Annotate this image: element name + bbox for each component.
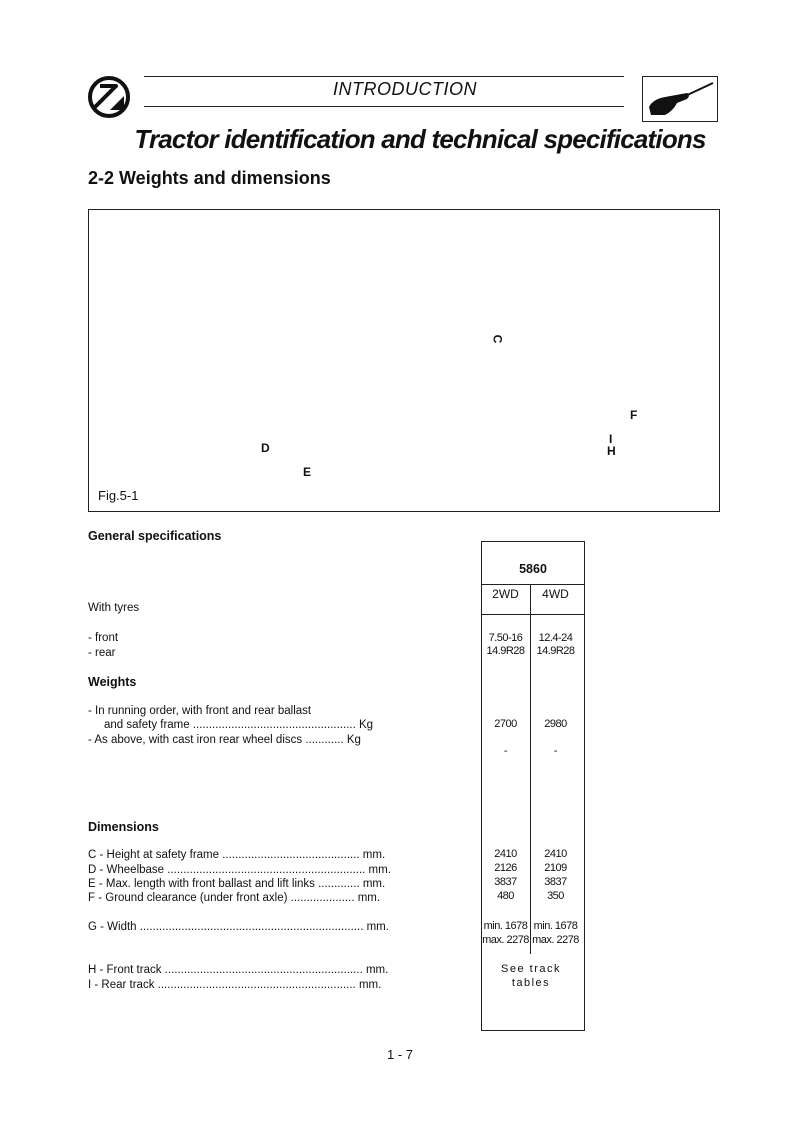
cell-weight-cast-2wd: -: [503, 745, 508, 757]
spec-table-rule-2: [481, 614, 584, 615]
weight-running-label-line2: and safety frame ................................................... Kg: [104, 719, 374, 731]
cell-tyres-rear-2wd: 14.9R28: [486, 645, 525, 657]
cell-weight-running-4wd: 2980: [544, 718, 567, 730]
tyres-rear-label: - rear: [88, 647, 116, 659]
cell-dim-f-2wd: 480: [497, 890, 514, 902]
dim-h-label: H - Front track .............................................................. mm.: [88, 964, 389, 976]
cell-dim-c-4wd: 2410: [544, 848, 567, 860]
figure-label-c: C: [490, 334, 505, 344]
cell-dim-g-min-2wd: min. 1678: [483, 920, 528, 932]
cell-dim-d-2wd: 2126: [494, 862, 517, 874]
hand-holding-pen-icon: [642, 76, 718, 122]
figure-caption: Fig.5-1: [98, 488, 139, 503]
cell-tyres-front-4wd: 12.4-24: [538, 632, 573, 644]
cell-dim-c-2wd: 2410: [494, 848, 517, 860]
cell-dim-e-2wd: 3837: [494, 876, 517, 888]
brand-logo-icon: [86, 74, 132, 120]
figure-label-f: F: [630, 408, 638, 422]
section-heading: 2-2 Weights and dimensions: [88, 168, 331, 188]
with-tyres-label: With tyres: [88, 602, 140, 614]
dim-i-label: I - Rear track .............................................................. mm.: [88, 979, 382, 991]
figure-frame: [88, 209, 720, 512]
figure-label-e: E: [303, 465, 312, 479]
weight-running-label-line1: - In running order, with front and rear ballast: [88, 705, 312, 717]
cell-dim-g-max-2wd: max. 2278: [482, 934, 529, 946]
dim-c-label: C - Height at safety frame ........................................... mm.: [88, 849, 386, 861]
page-title: Tractor identification and technical specifications: [134, 124, 706, 154]
dimensions-heading: Dimensions: [88, 820, 159, 834]
track-note-line1: See track: [501, 963, 561, 975]
figure-label-d: D: [261, 441, 270, 455]
dim-g-label: G - Width ...................................................................... mm.: [88, 921, 389, 933]
weights-heading: Weights: [88, 675, 137, 689]
model-name: 5860: [519, 562, 547, 576]
header-rule-bottom: [144, 106, 624, 107]
dim-d-label: D - Wheelbase .............................................................. mm.: [88, 864, 391, 876]
header-rule-top: [144, 76, 624, 77]
page-number: 1 - 7: [386, 1047, 413, 1062]
weight-cast-label: - As above, with cast iron rear wheel discs ............ Kg: [88, 734, 361, 746]
cell-tyres-rear-4wd: 14.9R28: [536, 645, 575, 657]
cell-tyres-front-2wd: 7.50-16: [488, 632, 523, 644]
cell-weight-cast-4wd: -: [553, 745, 558, 757]
column-header-4wd: 4WD: [542, 587, 569, 601]
general-spec-heading: General specifications: [88, 529, 222, 543]
cell-weight-running-2wd: 2700: [494, 718, 517, 730]
track-note-line2: tables: [511, 977, 551, 989]
track-tables-note: [481, 962, 581, 990]
cell-dim-f-4wd: 350: [547, 890, 564, 902]
figure-label-i: I: [609, 432, 613, 446]
dim-f-label: F - Ground clearance (under front axle) .................... mm.: [88, 892, 381, 904]
cell-dim-g-max-4wd: max. 2278: [532, 934, 579, 946]
cell-dim-d-4wd: 2109: [544, 862, 567, 874]
column-header-2wd: 2WD: [492, 587, 519, 601]
dim-e-label: E - Max. length with front ballast and lift links ............. mm.: [88, 878, 386, 890]
cell-dim-g-min-4wd: min. 1678: [533, 920, 578, 932]
cell-dim-e-4wd: 3837: [544, 876, 567, 888]
section-label: INTRODUCTION: [333, 79, 477, 99]
spec-table-rule-1: [481, 584, 584, 585]
figure-label-h: H: [607, 444, 616, 458]
tyres-front-label: - front: [88, 632, 119, 644]
